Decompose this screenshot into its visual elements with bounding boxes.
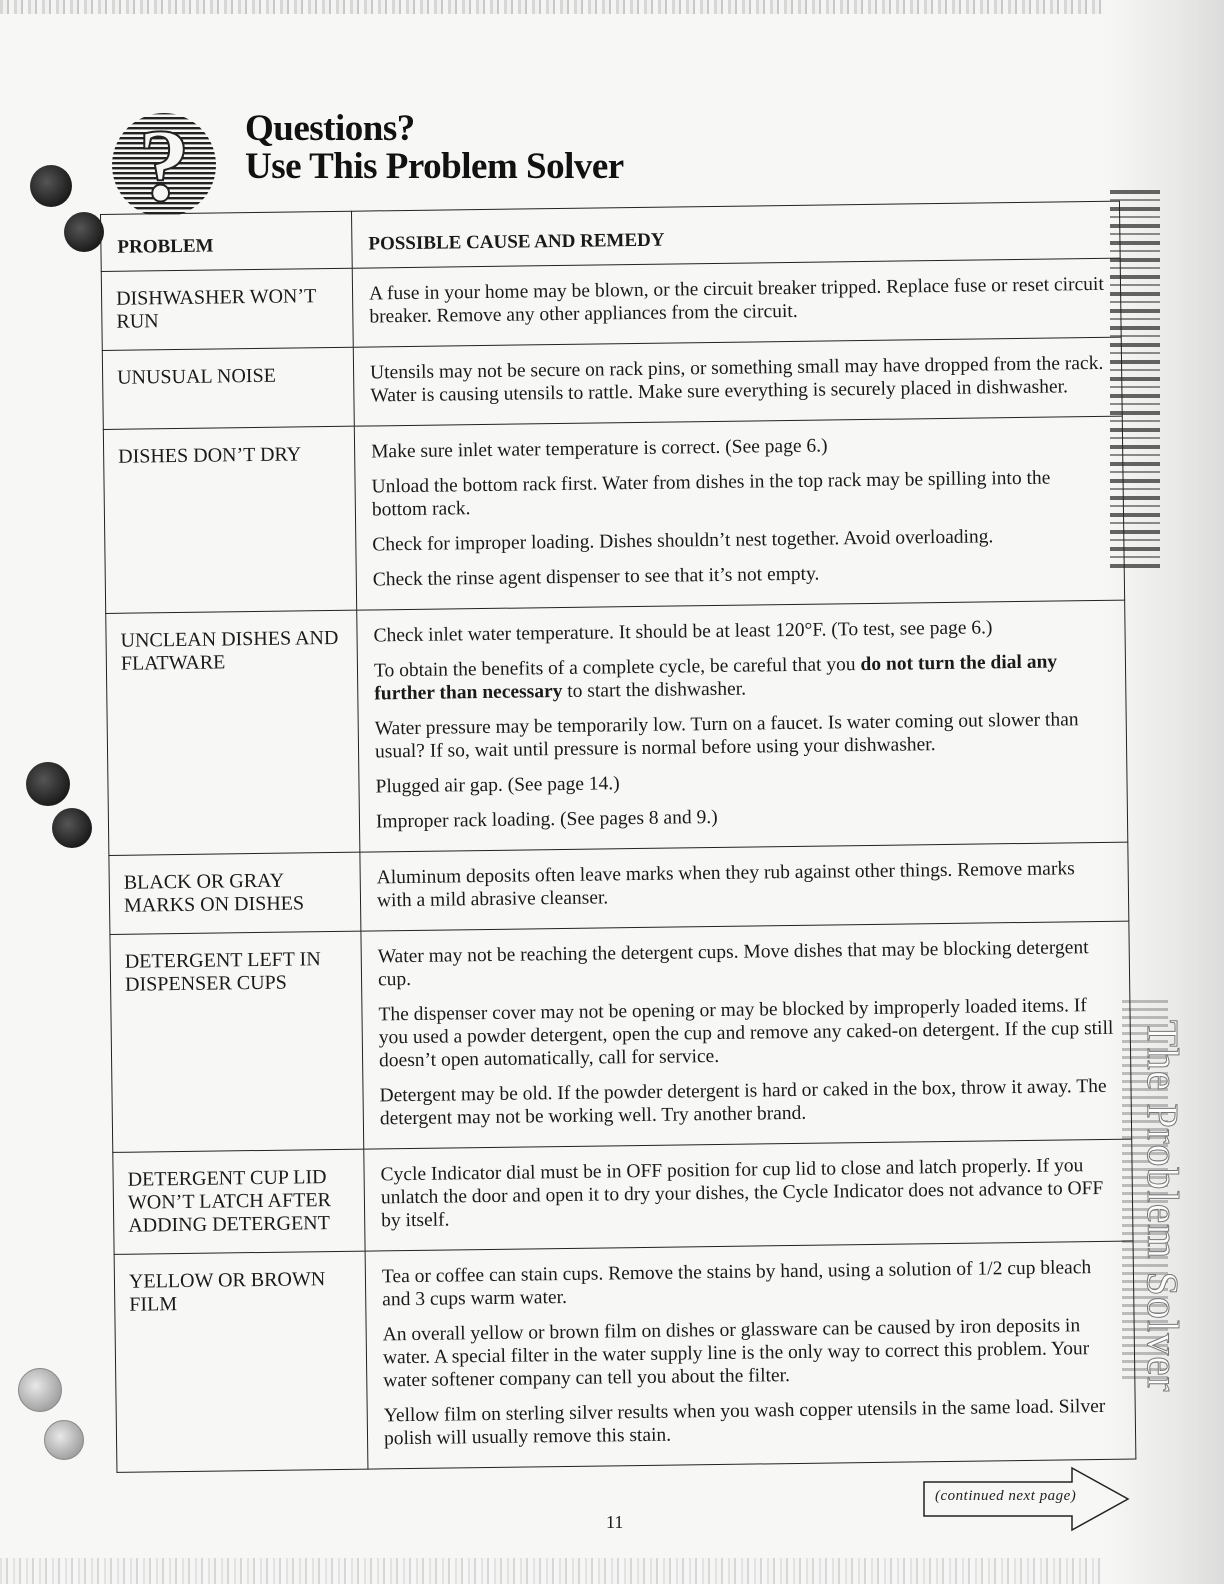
problem-cell: DISHWASHER WON’T RUN [101,268,353,350]
svg-text:?: ? [138,112,190,218]
table-row [106,600,1128,855]
remedy-cell [360,842,1129,931]
remedy-text: Improper rack loading. (See pages 8 and 9.) [375,806,718,833]
binder-hole-2 [64,212,104,252]
remedy-text: Check for improper loading. Dishes shouldn’t nest together. Avoid overloading. [372,526,994,556]
question-mark-icon [106,112,224,218]
remedy-text-part: to start the dishwasher. [562,678,747,702]
binder-hole-1 [30,165,72,207]
problem-cell: DETERGENT LEFT IN DISPENSER CUPS [110,931,364,1152]
continued-next-page: (continued next page) [935,1488,1077,1504]
table-row [110,921,1132,1152]
remedy-text: Make sure inlet water temperature is correct. (See page 6.) [371,435,828,463]
remedy-text: Detergent may be old. If the powder detergent is hard or caked in the box, throw it away. The detergent may not be working well. Try another brand. [379,1075,1107,1130]
remedy-cell [352,258,1121,347]
side-tab-title: The Problem Solver [1138,1020,1187,1393]
binder-hole-4 [52,808,92,848]
remedy-text: Water may not be reaching the detergent cups. Move dishes that may be blocking detergent cup. [377,937,1089,991]
remedy-text: The dispenser cover may not be opening or may be blocked by improperly loaded items. If you used a powder detergent, open the cup and remove any caked-on detergent. If the cup still doesn’t open automatically, call for service. [378,995,1114,1072]
remedy-text: A fuse in your home may be blown, or the circuit breaker tripped. Replace fuse or reset circuit breaker. Remove any other appliances from the circuit. [368,273,1104,328]
remedy-cell [364,1139,1133,1251]
remedy-text: Unload the bottom rack first. Water from dishes in the top rack may be spilling into the bottom rack. [371,467,1051,521]
problem-cell: DISHES DON’T DRY [103,426,356,613]
remedy-text: Utensils may not be secure on rack pins, or something small may have dropped from the rack. Water is causing utensils to rattle. Make sure everything is securely placed in dishwasher. [369,352,1104,407]
problem-cell: UNUSUAL NOISE [102,347,354,429]
remedy-cell [353,337,1122,426]
scan-edge-bottom [0,1558,1224,1584]
remedy-text: Water pressure may be temporarily low. Turn on a faucet. Is water coming out slower than usual? If so, wait until pressure is normal before using your dishwasher. [374,709,1079,763]
page-number: 11 [606,1512,624,1532]
remedy-cell [361,921,1132,1149]
remedy-text: An overall yellow or brown film on dishes or glassware can be caused by iron deposits in water. A special filter in the water supply line is the only way to correct this problem. Your water softener company can tell you about the filter. [382,1315,1090,1392]
table-row [109,842,1129,934]
remedy-text: Plugged air gap. (See page 14.) [375,773,620,798]
remedy-cell [357,600,1128,852]
binder-hole-5 [18,1368,62,1412]
header-problem: PROBLEM [101,211,353,271]
remedy-cell [365,1241,1136,1469]
title-line-2: Use This Problem Solver [245,146,624,187]
remedy-text: Yellow film on sterling silver results when you wash copper utensils in the same load. Silver polish will usually remove this stain. [383,1395,1106,1450]
table-row [103,416,1124,613]
table-row [113,1139,1133,1254]
scan-edge-top [0,0,1224,14]
remedy-text-bold [374,650,1110,706]
problem-cell: BLACK OR GRAY MARKS ON DISHES [109,852,361,934]
header-remedy: POSSIBLE CAUSE AND REMEDY [351,201,1120,268]
table-row [114,1241,1136,1472]
remedy-text: Aluminum deposits often leave marks when they rub against other things. Remove marks with a mild abrasive cleanser. [376,858,1075,912]
title-line-1: Questions? [245,108,415,149]
remedy-text-part: To obtain the benefits of a complete cycle, be careful that you [373,654,861,682]
remedy-bold-phrase: do not turn the dial any further than necessary [374,651,1058,705]
table-row [102,337,1122,429]
page-title [245,110,624,186]
binder-hole-3 [26,762,70,806]
binder-hole-6 [44,1420,84,1460]
problem-solver-table [100,201,1136,1473]
remedy-text: Check the rinse agent dispenser to see that it’s not empty. [372,563,820,591]
remedy-text: Tea or coffee can stain cups. Remove the stains by hand, using a solution of 1/2 cup bleach and 3 cups warm water. [381,1257,1092,1311]
problem-cell: DETERGENT CUP LID WON’T LATCH AFTER ADDING DETERGENT [113,1149,365,1254]
problem-cell: UNCLEAN DISHES AND FLATWARE [106,610,360,855]
remedy-cell [354,416,1124,610]
remedy-text: Check inlet water temperature. It should be at least 120°F. (To test, see page 6.) [373,617,993,647]
table-row [101,258,1121,350]
remedy-text: Cycle Indicator dial must be in OFF position for cup lid to close and latch properly. If you unlatch the door and open it to dry your dishes, the Cycle Indicator does not advance to OFF by itself. [380,1155,1104,1232]
problem-cell: YELLOW OR BROWN FILM [114,1251,368,1472]
